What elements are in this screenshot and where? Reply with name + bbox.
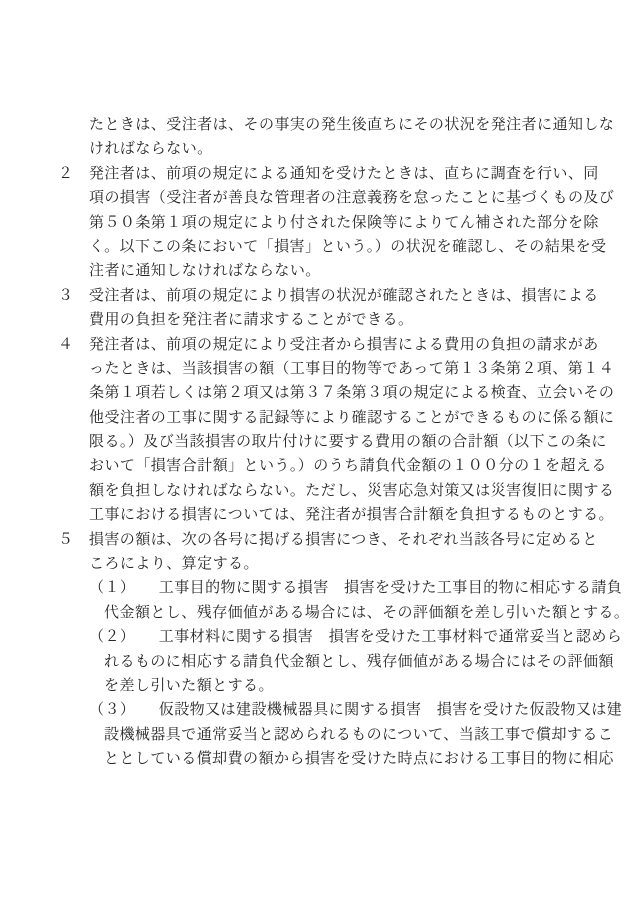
contract-clause-text-block: [58, 113, 630, 772]
document-line: おいて「損害合計額」という。）のうち請負代金額の１００分の１を超える: [89, 458, 607, 475]
document-line: ２ 発注者は、前項の規定による通知を受けたときは、直ちに調査を行い、同: [58, 165, 599, 182]
document-line: 条第１項若しくは第２項又は第３７条第３項の規定による検査、立会いその: [89, 385, 615, 402]
document-line: ころにより、算定する。: [89, 556, 259, 573]
document-line: （３） 仮設物又は建設機械器具に関する損害 損害を受けた仮設物又は建: [89, 702, 623, 719]
document-line: く。以下この条において「損害」という。）の状況を確認し、その結果を受: [89, 238, 607, 255]
document-line: 注者に通知しなければならない。: [89, 263, 321, 280]
document-line: 第５０条第１項の規定により付された保険等によりてん補された部分を除: [89, 214, 599, 231]
document-line: 費用の負担を発注者に請求することができる。: [89, 312, 414, 329]
document-line: 代金額とし、残存価値がある場合には、その評価額を差し引いた額とする。: [104, 604, 630, 621]
document-line: ったときは、当該損害の額（工事目的物等であって第１３条第２項、第１４: [89, 360, 615, 377]
document-line: 項の損害（受注者が善良な管理者の注意義務を怠ったことに基づくもの及び: [89, 190, 615, 207]
document-line: 工事における損害については、発注者が損害合計額を負担するものとする。: [89, 507, 615, 524]
document-line: ５ 損害の額は、次の各号に掲げる損害につき、それぞれ当該各号に定めると: [58, 531, 598, 548]
document-line: ととしている償却費の額から損害を受けた時点における工事目的物に相応: [104, 751, 614, 768]
document-line: ３ 受注者は、前項の規定により損害の状況が確認されたときは、損害による: [58, 287, 599, 304]
document-line: （２） 工事材料に関する損害 損害を受けた工事材料で通常妥当と認めら: [89, 629, 623, 646]
document-line: 他受注者の工事に関する記録等により確認することができるものに係る額に: [89, 409, 615, 426]
document-line: たときは、受注者は、その事実の発生後直ちにその状況を発注者に通知しな: [89, 117, 615, 133]
document-line: れるものに相応する請負代金額とし、残存価値がある場合にはその評価額: [104, 653, 614, 670]
document-line: 額を負担しなければならない。ただし、災害応急対策又は災害復旧に関する: [89, 482, 615, 499]
document-line: 設機械器具で通常妥当と認められるものについて、当該工事で償却するこ: [104, 726, 614, 743]
document-line: （１） 工事目的物に関する損害 損害を受けた工事目的物に相応する請負: [89, 580, 623, 597]
document-line: を差し引いた額とする。: [104, 677, 274, 694]
document-line: ければならない。: [89, 141, 213, 158]
document-line: 限る。）及び当該損害の取片付けに要する費用の額の合計額（以下この条に: [89, 434, 607, 451]
document-line: ４ 発注者は、前項の規定により受注者から損害による費用の負担の請求があ: [58, 336, 599, 353]
